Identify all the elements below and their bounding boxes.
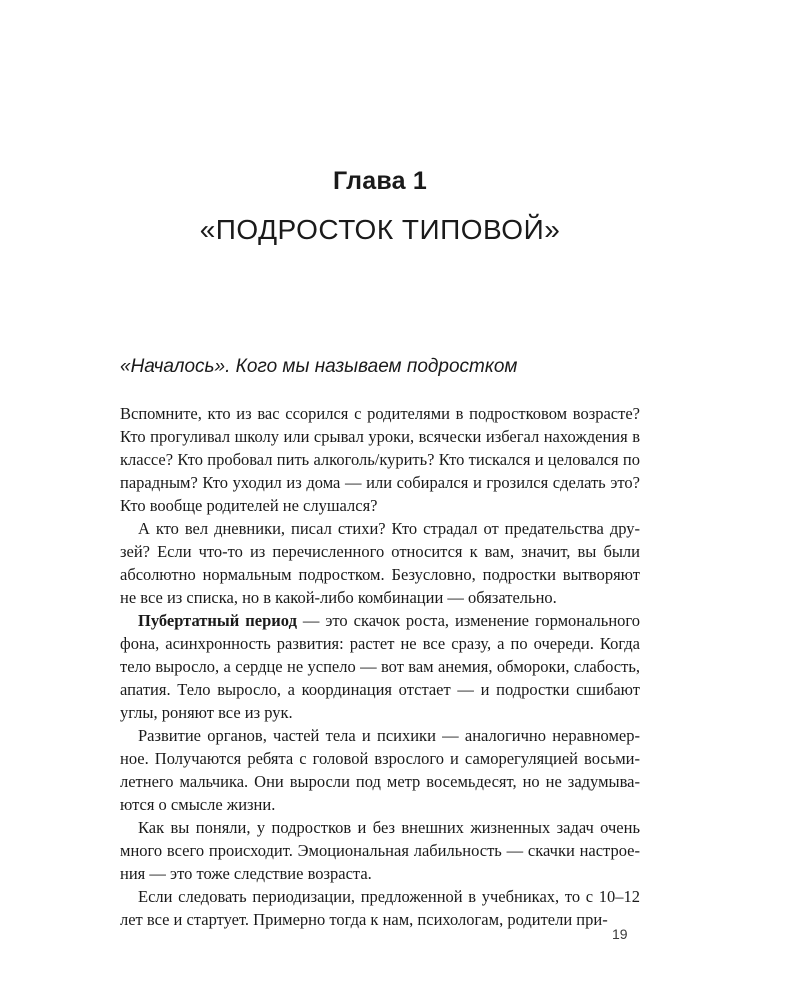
chapter-number: Глава 1 (333, 167, 427, 195)
chapter-title: «ПОДРОСТОК ТИПОВОЙ» (199, 214, 561, 245)
page-number: 19 (612, 926, 628, 942)
paragraph-1: Вспомните, кто из вас ссорился с родителями в подростковом возрасте? Кто прогуливал школу или срывал уроки, всячески избегал нахождения в классе? Кто пробовал пить алкоголь/курить? Кто тискался и целовался по парадным? Кто уходил из дома — или собирался и грозился сделать это? Кто вообще родителей не слушался? (120, 404, 640, 515)
paragraph-3-text: — это скачок роста, изменение гормонального фона, асинхронность развития: растет не все сразу, а по очереди. Когда тело выросло, а сердце не успело — вот вам анемия, обмороки, слабость, апатия. Тело выросло, а координация отстает — и подростки сшибают углы, роняют все из рук. (120, 611, 641, 722)
paragraph-3 (120, 609, 640, 724)
paragraph-2: А кто вел дневники, писал стихи? Кто страдал от предательства друзей? Если что-то из перечисленного относится к вам, значит, вы были абсолютно нормальным подростком. Безусловно, подростки вытворяют не все из списка, но в какой-либо комбинации — обязательно. (120, 519, 640, 607)
paragraph-4: Развитие органов, частей тела и психики — аналогично неравномерное. Получаются ребята с головой взрослого и саморегуляцией восьмилетнего мальчика. Они выросли под метр восемьдесят, но не задумываются о смысле жизни. (120, 726, 640, 814)
term-puberty: Пубертатный период (138, 611, 297, 630)
body-text (120, 402, 640, 931)
section-heading: «Началось». Кого мы называем подростком (120, 356, 518, 377)
paragraph-6: Если следовать периодизации, предложенной в учебниках, то с 10–12 лет все и стартует. Примерно тогда к нам, психологам, родители при- (120, 887, 640, 929)
paragraph-5: Как вы поняли, у подростков и без внешних жизненных задач очень много всего происходит. Эмоциональная лабильность — скачки настроения — это тоже следствие возраста. (120, 818, 640, 883)
